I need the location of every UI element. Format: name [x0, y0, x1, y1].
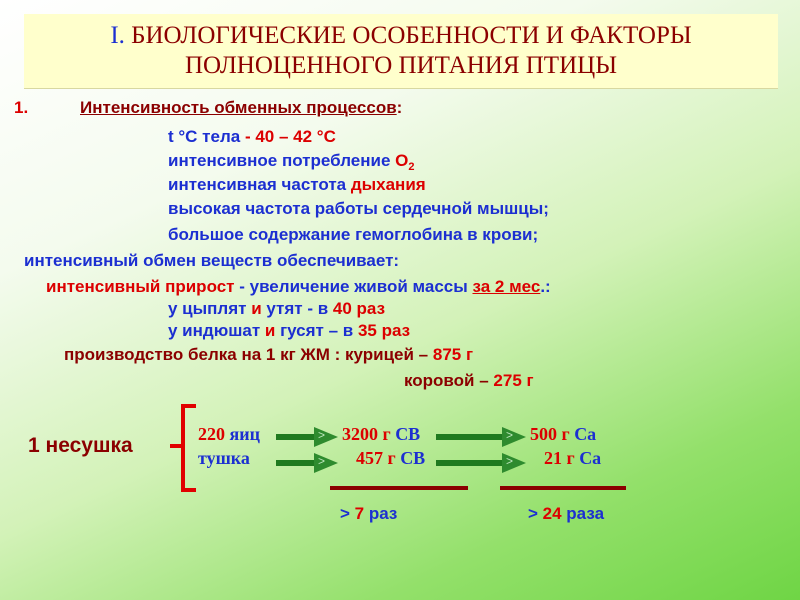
temp-label: t °C тела [168, 127, 241, 146]
ratio1-num: 7 [354, 504, 365, 523]
title-line2: ПОЛНОЦЕННОГО ПИТАНИЯ ПТИЦЫ [184, 52, 617, 79]
hen-bracket [170, 406, 196, 490]
arrow-dm-ca-row2: > [436, 458, 528, 468]
row1-ca-num: 500 г [530, 424, 570, 444]
section-heading-text: Интенсивность обменных процессов [80, 98, 397, 117]
o2-sub: 2 [408, 161, 415, 173]
arrow-eggs-dm: > [276, 432, 338, 442]
ratio1-sign: > [340, 504, 355, 523]
section-heading-colon: : [396, 98, 403, 117]
protein-cow-text: коровой – [404, 371, 494, 390]
o2-chem: O [395, 151, 409, 170]
ratio-dm [340, 504, 397, 524]
growth-end: .: [540, 277, 551, 296]
eggs-word: яиц [225, 424, 260, 444]
growth-period: за 2 мес [472, 277, 541, 296]
carcass-label: тушка [198, 448, 250, 468]
protein-text: производство белка на 1 кг ЖМ : курицей – [64, 345, 433, 364]
ratio2-sign: > [528, 504, 543, 523]
row2-dm-num: 457 г [356, 448, 396, 468]
row2-ca-num: 21 г [544, 448, 575, 468]
item-heart: высокая частота работы сердечной мышцы; [168, 199, 549, 218]
section-number: 1. [14, 98, 29, 117]
row1-dm-unit: СВ [390, 424, 421, 444]
breath-text: интенсивная частота [168, 175, 351, 194]
growth-text: интенсивный прирост [46, 277, 240, 296]
row1-dm-num: 3200 г [342, 424, 391, 444]
row2-dm [356, 448, 425, 469]
ratio-ca [528, 504, 604, 524]
arrow-dm-ca-row1: > [436, 432, 528, 442]
ratio-bar-ca [500, 486, 626, 490]
ratio-bar-dm [330, 486, 468, 490]
protein-cow-value: 275 г [493, 371, 534, 390]
arrow-carcass-dm: > [276, 458, 338, 468]
hen-label: 1 несушка [28, 434, 133, 457]
protein-hen-value: 875 г [432, 345, 474, 364]
row2-ca [544, 448, 601, 469]
o2-text: интенсивное потребление [168, 151, 396, 170]
chicks-mid: утят - в [261, 299, 333, 318]
row2-ca-unit: Са [574, 448, 602, 468]
breath-word: дыхания [350, 175, 426, 194]
turkeys-mid: гусят – в [275, 321, 358, 340]
temp-value: 40 – 42 °C [255, 127, 336, 146]
title-numeral: I. [110, 22, 125, 49]
turkeys-pre: у индюшат [168, 321, 265, 340]
growth-dash: - [239, 277, 245, 296]
row1-ca [530, 424, 596, 445]
exchange-text: интенсивный обмен веществ обеспечивает: [24, 251, 400, 270]
ratio1-word: раз [364, 504, 398, 523]
row1-ca-unit: Са [569, 424, 597, 444]
eggs-line [198, 424, 260, 445]
turkeys-value: 35 раз [357, 321, 411, 340]
ratio2-word: раза [561, 504, 605, 523]
eggs-num: 220 [198, 424, 225, 444]
chicks-and: и [251, 299, 262, 318]
row2-dm-unit: СВ [395, 448, 426, 468]
ratio2-num: 24 [542, 504, 562, 523]
chicks-pre: у цыплят [168, 299, 252, 318]
chicks-value: 40 раз [332, 299, 386, 318]
row1-dm [342, 424, 420, 445]
turkeys-and: и [264, 321, 276, 340]
growth-text2: увеличение живой массы [244, 277, 473, 296]
temp-dash: - [240, 127, 256, 146]
item-hemoglobin: большое содержание гемоглобина в крови; [168, 225, 539, 244]
title-line1: БИОЛОГИЧЕСКИЕ ОСОБЕННОСТИ И ФАКТОРЫ [124, 22, 692, 49]
